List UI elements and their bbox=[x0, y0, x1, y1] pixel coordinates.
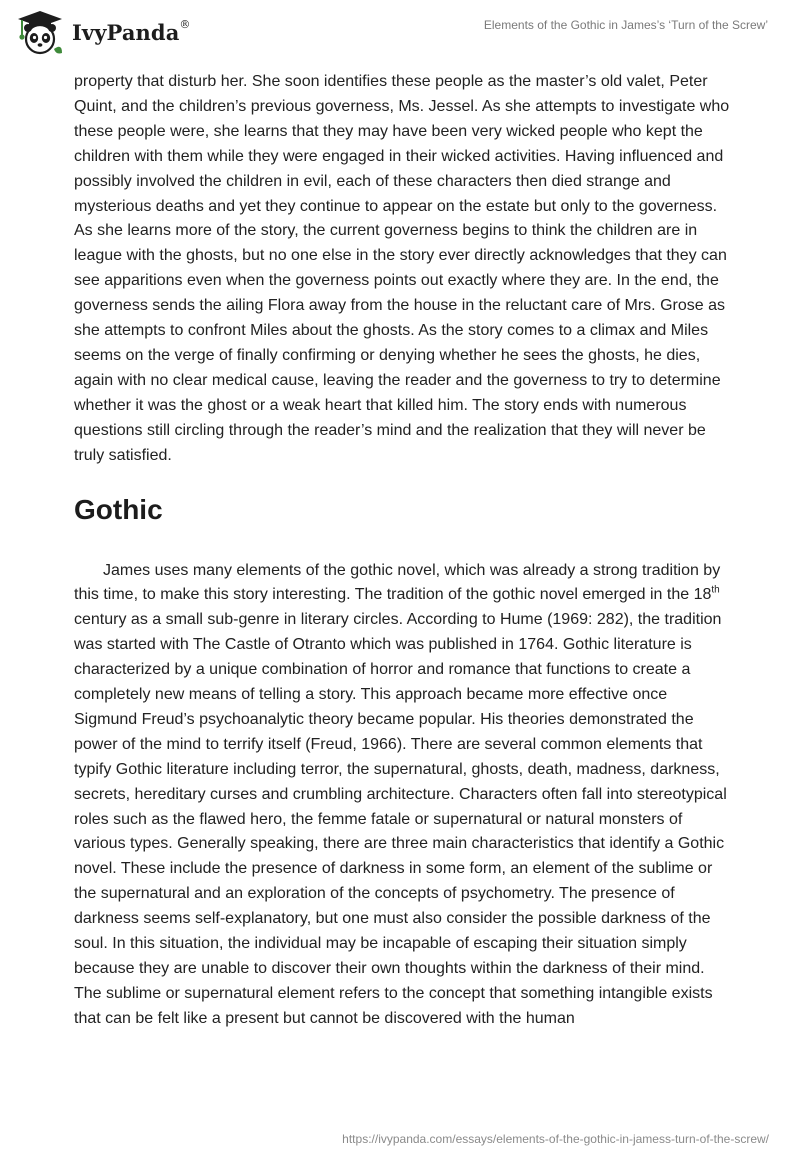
paragraph-2-text-start: James uses many elements of the gothic novel, which was already a strong tradition by this time, to make this story interesting. The tradition of the gothic novel emerged in the 18 bbox=[74, 561, 721, 604]
paragraph-2-text-end: century as a small sub-genre in literary circles. According to Hume (1969: 282), the tradition was started with The Castle of Otranto which was published in 1764. Gothic literature is characterized by a unique combination of horror and romance that functions to create a completely new means of telling a story. This approach became more effective once Sigmund Freud’s psychoanalytic theory became popular. His theories demonstrated the power of the mind to terrify itself (Freud, 1966). There are several common elements that typify Gothic literature including terror, the supernatural, ghosts, death, madness, darkness, secrets, hereditary curses and crumbling architecture. Characters often fall into stereotypical roles such as the flawed hero, the femme fatale or supernatural or natural monsters of various types. Generally speaking, there are three main characteristics that identify a Gothic novel. These include the presence of darkness in some form, an element of the sublime or the supernatural and an exploration of the concepts of psychometry. The presence of darkness seems self-explanatory, but one must also consider the possible darkness of the soul. In this situation, the individual may be incapable of escaping their situation simply because they are unable to discover their own thoughts within the darkness of their mind. The sublime or supernatural element refers to the concept that something intangible exists that can be felt like a present but cannot be discovered with the human bbox=[74, 611, 727, 1027]
ivypanda-logo[interactable] bbox=[14, 9, 191, 55]
body-paragraph-1: property that disturb her. She soon identifies these people as the master’s old valet, Peter Quint, and the children’s previous governess, Ms. Jessel. As she attempts to investigate who these people were, she learns that they may have been very wicked people who kept the children with them while they were engaged in their wicked activities. Having influenced and possibly involved the children in evil, each of these characters then died strange and mysterious deaths and yet they continue to appear on the estate but only to the governess. As she learns more of the story, the current governess begins to think the children are in league with the ghosts, but no one else in the story ever directly acknowledges that they can see apparitions even when the governess points out exactly where they are. In the end, the governess sends the ailing Flora away from the house in the reluctant care of Mrs. Grose as she attempts to confront Miles about the ghosts. As the story comes to a climax and Miles seems on the verge of finally confirming or denying whether he sees the ghosts, he dies, again with no clear medical cause, leaving the reader and the governess to try to determine whether it was the ghost or a weak heart that killed him. The story ends with numerous questions still circling through the reader’s mind and the realization that they will never be truly satisfied. bbox=[74, 73, 730, 464]
source-url[interactable]: https://ivypanda.com/essays/elements-of-the-gothic-in-jamess-turn-of-the-screw/ bbox=[342, 1132, 769, 1146]
ordinal-suffix: th bbox=[711, 585, 720, 597]
panda-graduate-icon bbox=[14, 9, 66, 55]
essay-content bbox=[74, 70, 734, 1032]
section-heading-gothic: Gothic bbox=[74, 493, 163, 525]
logo-wordmark: IvyPanda® bbox=[72, 17, 191, 45]
document-title: Elements of the Gothic in James’s ‘Turn of the Screw’ bbox=[483, 18, 768, 32]
body-paragraph-2 bbox=[74, 559, 734, 1032]
page-header bbox=[0, 0, 800, 70]
